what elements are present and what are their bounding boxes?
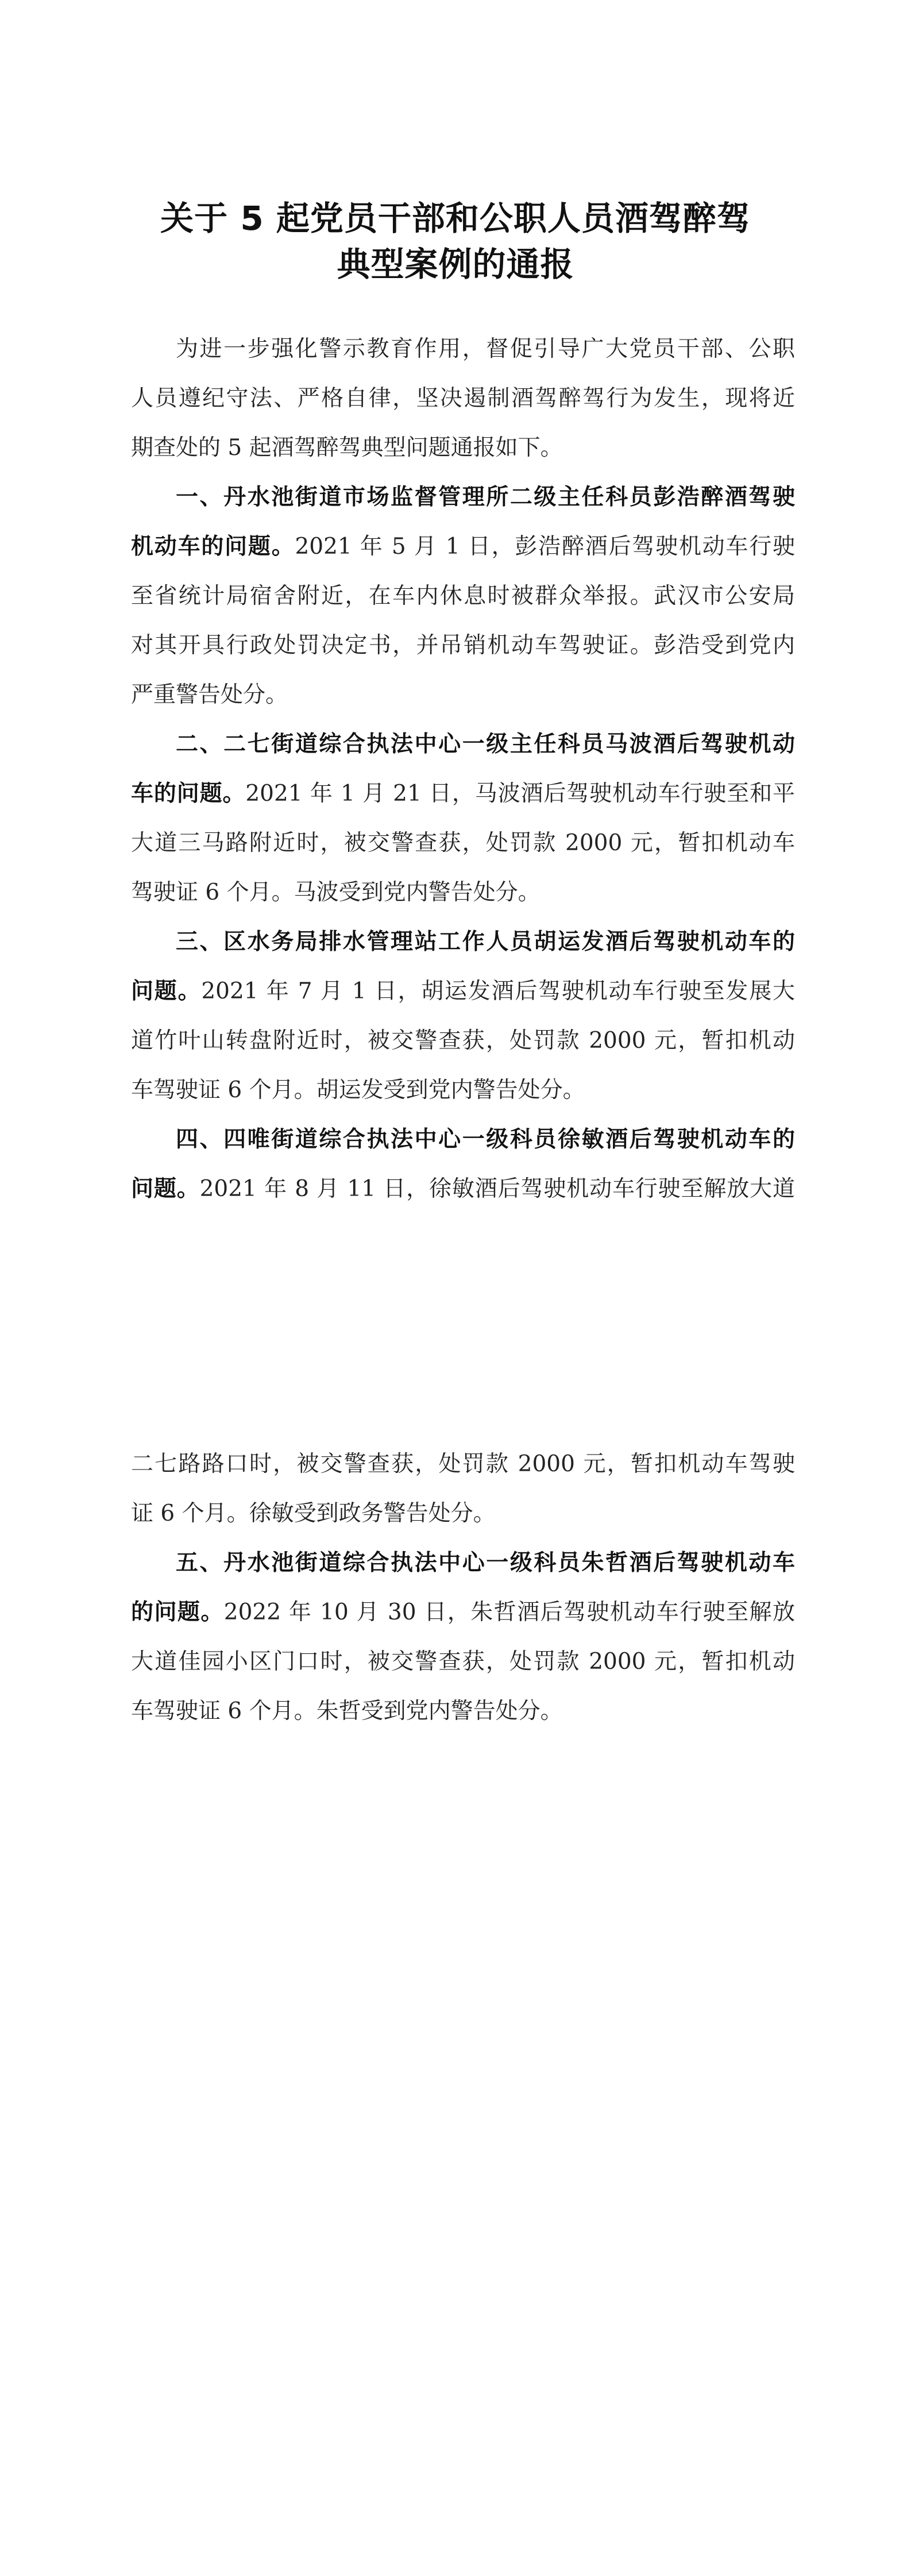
case-5-body-line-3: 大道佳园小区门口时，被交警查获，处罚款 2000 元，暂扣机动 — [131, 1649, 795, 1675]
case-5-body-line-4: 车驾驶证 6 个月。朱哲受到党内警告处分。 — [131, 1698, 563, 1724]
case-1-body-line-5: 严重警告处分。 — [131, 682, 288, 708]
case-2-heading-line-2: 车的问题。 — [131, 781, 246, 807]
case-1-body-line-3: 至省统计局宿舍附近，在车内休息时被群众举报。武汉市公安局 — [131, 583, 795, 609]
case-2-line-2 — [131, 769, 795, 819]
case-1-body-line-2: 2021 年 5 月 1 日，彭浩醉酒后驾驶机动车行驶 — [295, 534, 795, 560]
case-1-body-line-4: 对其开具行政处罚决定书，并吊销机动车驾驶证。彭浩受到党内 — [131, 633, 795, 658]
document-title-line-2: 典型案例的通报 — [337, 245, 574, 284]
case-3-heading-line-1: 三、区水务局排水管理站工作人员胡运发酒后驾驶机动车的 — [176, 929, 795, 955]
case-3-heading-line-2: 问题。 — [131, 978, 202, 1004]
document-page-2 — [0, 1289, 911, 2576]
case-1-line-2 — [131, 522, 795, 572]
document-title-line-1: 关于 5 起党员干部和公职人员酒驾醉驾 — [160, 199, 751, 238]
case-2-heading-line-1: 二、二七街道综合执法中心一级主任科员马波酒后驾驶机动 — [176, 731, 795, 757]
case-1-heading-line-2: 机动车的问题。 — [131, 534, 295, 560]
case-1-heading-line-1: 一、丹水池街道市场监督管理所二级主任科员彭浩醉酒驾驶 — [176, 484, 795, 510]
intro-line-2: 人员遵纪守法、严格自律，坚决遏制酒驾醉驾行为发生，现将近 — [131, 385, 795, 411]
case-4-line-2 — [131, 1164, 795, 1214]
case-3-body-line-3: 道竹叶山转盘附近时，被交警查获，处罚款 2000 元，暂扣机动 — [131, 1028, 795, 1054]
case-3-body-line-4: 车驾驶证 6 个月。胡运发受到党内警告处分。 — [131, 1077, 585, 1103]
case-4-heading-line-1: 四、四唯街道综合执法中心一级科员徐敏酒后驾驶机动车的 — [176, 1127, 795, 1152]
case-3-line-2 — [131, 967, 795, 1016]
case-2-body-line-4: 驾驶证 6 个月。马波受到党内警告处分。 — [131, 880, 541, 905]
intro-line-3: 期查处的 5 起酒驾醉驾典型问题通报如下。 — [131, 435, 563, 461]
case-2-body-line-3: 大道三马路附近时，被交警查获，处罚款 2000 元，暂扣机动车 — [131, 830, 795, 856]
case-5-body-line-2: 2022 年 10 月 30 日，朱哲酒后驾驶机动车行驶至解放 — [223, 1599, 795, 1625]
case-5-line-2 — [131, 1588, 795, 1637]
case-5-heading-line-1: 五、丹水池街道综合执法中心一级科员朱哲酒后驾驶机动车 — [176, 1550, 795, 1576]
case-4-body-line-2: 2021 年 8 月 11 日，徐敏酒后驾驶机动车行驶至解放大道 — [199, 1176, 795, 1202]
case-4-body-line-3: 二七路路口时，被交警查获，处罚款 2000 元，暂扣机动车驾驶 — [131, 1451, 795, 1477]
case-5-heading-line-2: 的问题。 — [131, 1599, 224, 1625]
case-2-body-line-2: 2021 年 1 月 21 日，马波酒后驾驶机动车行驶至和平 — [245, 781, 795, 807]
document-page-1 — [0, 0, 911, 1287]
case-4-body-line-4: 证 6 个月。徐敏受到政务警告处分。 — [131, 1501, 496, 1526]
intro-line-1: 为进一步强化警示教育作用，督促引导广大党员干部、公职 — [176, 336, 795, 362]
case-3-body-line-2: 2021 年 7 月 1 日，胡运发酒后驾驶机动车行驶至发展大 — [201, 978, 795, 1004]
case-4-heading-line-2: 问题。 — [131, 1176, 200, 1202]
